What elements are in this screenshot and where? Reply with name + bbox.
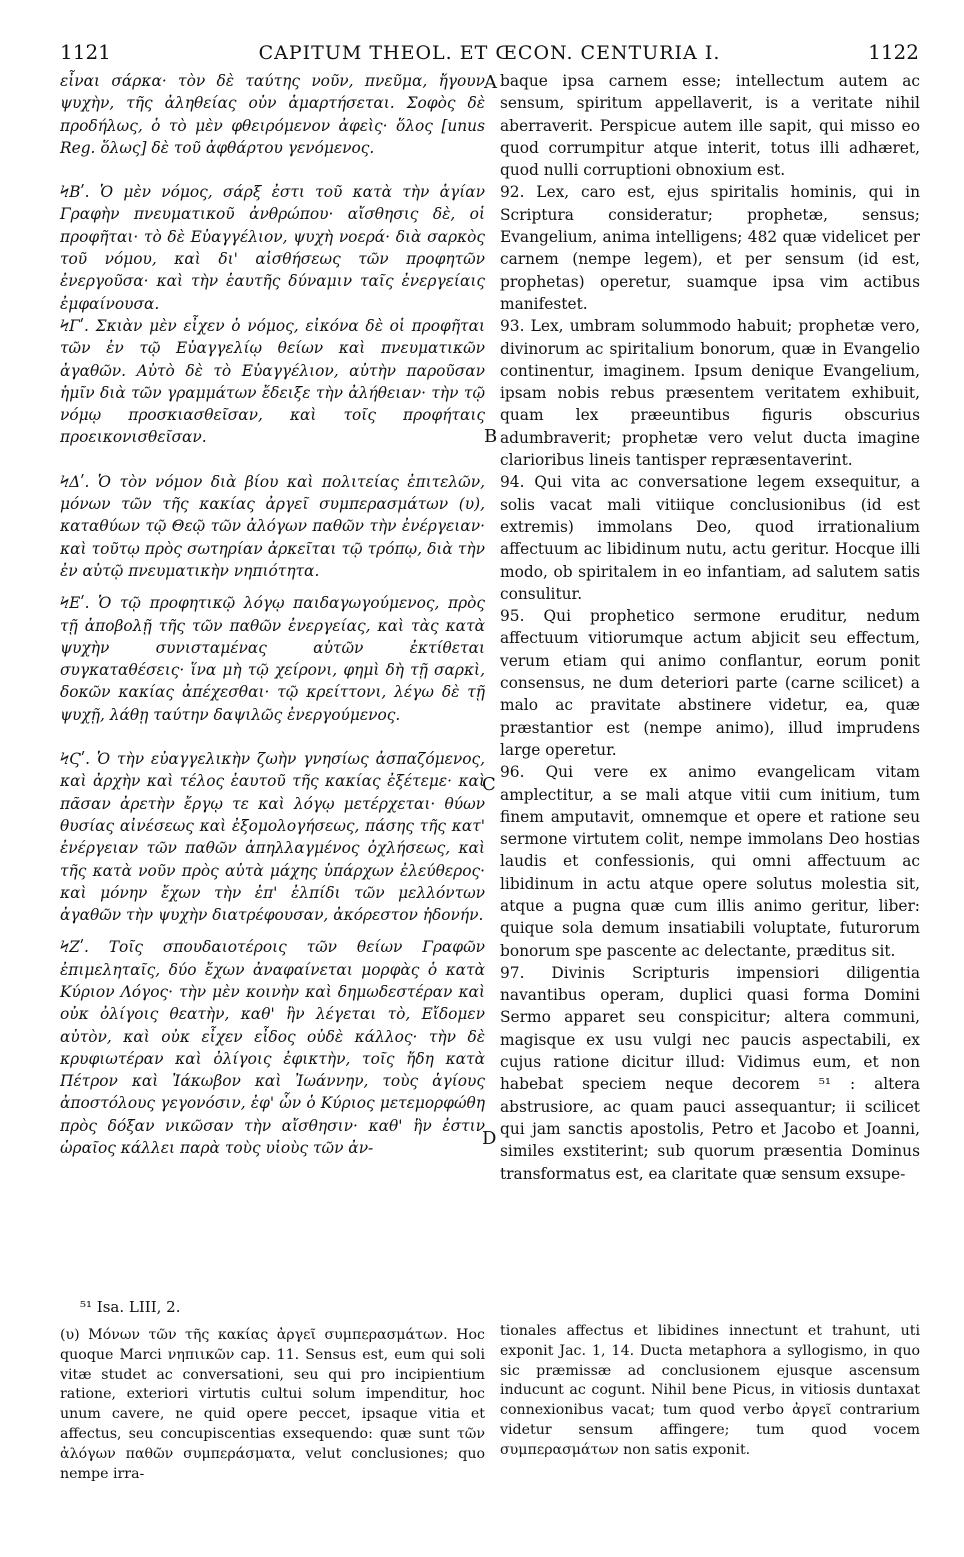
greek-paragraph-continuation: εἶναι σάρκα· τὸν δὲ ταύτης νοῦν, πνεῦμα, ἤγουν ψυχὴν, τῆς ἀληθείας οὐν ἁμαρτήσεται. Σοφὸς δὲ προδήλως, ὁ τὸ μὲν φθειρόμενον ἀφεὶς· ὅλος [unus Reg. ὅλως] δὲ τοῦ ἀφθάρτου γενόμενος. <box>60 72 485 157</box>
running-title: CAPITUM THEOL. ET ŒCON. CENTURIA I. <box>258 42 721 64</box>
scripture-reference: ⁵¹ Isa. LIII, 2. <box>80 1298 181 1316</box>
column-number-right: 1122 <box>868 40 919 64</box>
latin-column <box>500 70 920 1185</box>
latin-chapter-95: 95. Qui prophetico sermone eruditur, nedum affectuum vitiorumque actum abjicit seu effectum, verum etiam qui animo conflantur, eorum ponit consensus, ne dum deteriori parte (carne scilicet) a malo ac pravitate abstinere videtur, ea, quæ præstantior est (nempe animo), illud imprudens large operetur. <box>500 607 920 759</box>
margin-marker-c: C <box>482 774 496 795</box>
greek-chapter-95: ϞΕʹ. Ὁ τῷ προφητικῷ λόγῳ παιδαγωγούμενος, πρὸς τῇ ἀποβολῇ τῆς τῶν παθῶν ἐνεργείας, καὶ τὰς κατὰ ψυχὴν συνισταμένας αὐτῶν ἐκτίθεται συγκαταθέσεις· ἵνα μὴ τῷ χείρονι, φημὶ δὴ τῇ σαρκὶ, δοκῶν κακίας ἀπέχεσθαι· τῷ κρείττονι, λέγω δὲ τῇ ψυχῇ, λάθῃ ταύτην δαψιλῶς ἐνεργούμενος. <box>60 594 485 724</box>
latin-chapter-93: 93. Lex, umbram solummodo habuit; prophetæ vero, divinorum ac spiritalium bonorum, quæ in Evangelio continentur, imaginem. Ipsum denique Evangelium, ipsam nobis rebus præsentem veritatem exhibuit, quam lex præeuntibus figuris obscurius adumbraverit; prophetæ vero velut ducta imagine clarioribus lineis tantisper repræsentaverint. <box>500 317 920 470</box>
latin-paragraph-continuation: baque ipsa carnem esse; intellectum autem ac sensum, spiritum appellaverit, is a veritate nihil aberraverit. Perspicue autem ille sapit, qui misso eo quod corrumpitur atque interit, totus illi adhæret, quod nulli corruptioni obnoxium est. <box>500 72 920 180</box>
greek-chapter-96: ϞϚʹ. Ὁ τὴν εὐαγγελικὴν ζωὴν γνησίως ἀσπαζόμενος, καὶ ἀρχὴν καὶ τέλος ἑαυτοῦ τῆς κακίας ἐξέτεμε· καὶ πᾶσαν ἀρετὴν ἔργῳ τε καὶ λόγῳ μετέρχεται· θύων θυσίας αἰνέσεως καὶ ἐξομολογήσεως, πάσης τῆς κατ' ἐνέργειαν τῶν παθῶν ἀπηλλαγμένος ὀχλήσεως, καὶ τῆς κατὰ νοῦν πρὸς αὐτὰ μάχης ὑπάρχων ἐλεύθερος· καὶ μόνην ἔχων τὴν ἐπ' ἐλπίδι τῶν μελλόντων ἀγαθῶν τὴν ψυχὴν διατρέφουσαν, ἀκόρεστον ἡδονήν. <box>60 750 485 925</box>
latin-chapter-97: 97. Divinis Scripturis impensiori diligentia navantibus operam, duplici quasi forma Domini Sermo apparet seu conspicitur; altera communi, magisque ex usu vulgi nec paucis aspectabili, ex cujus ratione dicitur illud: Vidimus eum, et non habebat speciem neque decorem ⁵¹ : altera abstrusiore, ac quam pauci assequantur; ii scilicet qui jam sanctis apostolis, Petro et Jacobo et Joanni, similes exstiterint; sub quorum præsentia Dominus transformatus est, ea claritate quæ sensum exsupe- <box>500 963 920 1183</box>
latin-chapter-92: 92. Lex, caro est, ejus spiritalis hominis, qui in Scriptura consideratur; prophetæ, sensus; Evangelium, anima intelligens; 482 quæ videlicet per carnem (nempe legem), et per sensum (id est, prophetas) operetur, suamque ipsa vim actibus manifestet. <box>500 183 920 313</box>
latin-chapter-96: 96. Qui vere ex animo evangelicam vitam amplectitur, a se mali atque vitii cum initium, tum finem amputavit, omnemque et opere et ratione seu sermone virtutem colit, nempe immolans Deo hostias laudis et confessionis, qui omni affectuum ac libidinum in actu atque opere solutus molestia sit, atque a pugna quæ cum illis animo geritur, liber: quique sola demum insatiabili voluptate, futurorum bonorum spe pascente ac delectante, præditus sit. <box>500 763 920 960</box>
footnote-left <box>60 1298 485 1484</box>
margin-marker-b: B <box>484 426 498 447</box>
footnote-text-left: (υ) Μόνων τῶν τῆς κακίας ἀργεῖ συμπερασμάτων. Hoc quoque Marci νηπιικῶν cap. 11. Sensus est, eum qui soli vitæ studet ac conversationi, seu qui pro incipientium ratione, exteriori virtutis cultui solum impenditur, hoc unum cavere, ne quid opere peccet, ipsaque vitia et affectus, seu concupiscentias exsequendo: quæ sunt τῶν ἀλόγων παθῶν συμπεράσματα, velut conclusiones; quo nempe irra- <box>60 1327 485 1482</box>
greek-chapter-97: ϞΖʹ. Τοῖς σπουδαιοτέροις τῶν θείων Γραφῶν ἐπιμεληταῖς, δύο ἔχων ἀναφαίνεται μορφὰς ὁ κατὰ Κύριον Λόγος· τὴν μὲν κοινὴν καὶ δημωδεστέραν καὶ οὐκ ὀλίγοις θεατὴν, καθ' ἣν λέγεται τὸ, Εἴδομεν αὐτὸν, καὶ οὐκ εἶχεν εἶδος οὐδὲ κάλλος· τὴν δὲ κρυφιωτέραν καὶ ὀλίγοις ἐφικτὴν, τοῖς ἤδη κατὰ Πέτρον καὶ Ἰάκωβον καὶ Ἰωάννην, τοὺς ἁγίους ἀποστόλους γεγονόσιν, ἐφ' ὧν ὁ Κύριος μετεμορφώθη πρὸς δόξαν νικῶσαν τὴν αἴσθησιν· καθ' ἣν ἐστιν ὡραῖος κάλλει παρὰ τοὺς υἱοὺς τῶν ἀν- <box>60 938 485 1158</box>
margin-marker-d: D <box>482 1128 497 1149</box>
greek-chapter-93: ϞΓʹ. Σκιὰν μὲν εἶχεν ὁ νόμος, εἰκόνα δὲ οἱ προφῆται τῶν ἐν τῷ Εὐαγγελίῳ θείων καὶ πνευματικῶν ἀγαθῶν. Αὐτὸ δὲ τὸ Εὐαγγέλιον, αὐτὴν παροῦσαν ἡμῖν διὰ τῶν γραμμάτων ἔδειξε τὴν ἀλήθειαν· τὴν τῷ νόμῳ προσκιασθεῖσαν, καὶ τοῖς προφήταις προεικονισθεῖσαν. <box>60 316 485 447</box>
footnote-text-right: tionales affectus et libidines innectunt et trahunt, uti exponit Jac. 1, 14. Ducta metaphora a syllogismo, in quo sic præmissæ ad conclusionem ejusque ascensum inducunt ac cogunt. Nihil bene Picus, in vitiosis duntaxat connexionibus vacat; tum quod verbo ἀργεῖ contrarium videtur sensum affingere; tum quod vocem συμπερασμάτων non satis exponit. <box>500 1323 920 1458</box>
column-number-left: 1121 <box>60 40 111 64</box>
greek-chapter-92: ϞΒʹ. Ὁ μὲν νόμος, σάρξ ἐστι τοῦ κατὰ τὴν ἁγίαν Γραφὴν πνευματικοῦ ἀνθρώπου· αἴσθησις δὲ, οἱ προφῆται· τὸ δὲ Εὐαγγέλιον, ψυχὴ νοερά· διὰ σαρκὸς τοῦ νόμου, καὶ δι' αἰσθήσεως τῶν προφητῶν ἐνεργοῦσα· καὶ τὴν ἑαυτῆς δύναμιν ταῖς ἐνεργείαις ἐμφαίνουσα. <box>60 183 485 313</box>
greek-chapter-94: ϞΔʹ. Ὁ τὸν νόμον διὰ βίου καὶ πολιτείας ἐπιτελῶν, μόνων τῶν τῆς κακίας ἀργεῖ συμπερασμάτων (υ), καταθύων τῷ Θεῷ τῶν ἀλόγων παθῶν τὴν ἐνέργειαν· καὶ τοῦτῳ πρὸς σωτηρίαν ἀρκεῖται τῷ τρόπῳ, διὰ τὴν ἐν αὐτῷ πνευματικὴν νηπιότητα. <box>60 472 485 580</box>
page-header <box>60 40 919 68</box>
footnote-right <box>500 1322 920 1461</box>
greek-column <box>60 70 485 1159</box>
margin-marker-a: A <box>484 72 497 93</box>
latin-chapter-94: 94. Qui vita ac conversatione legem exsequitur, a solis vacat mali vitiique conclusionibus (id est extremis) immolans Deo, quod irrationalium affectuum ac libidinum nutu, actu geritur. Hocque illi modo, ob spiritalem in eo infantiam, ad salutem satis consulitur. <box>500 473 920 603</box>
